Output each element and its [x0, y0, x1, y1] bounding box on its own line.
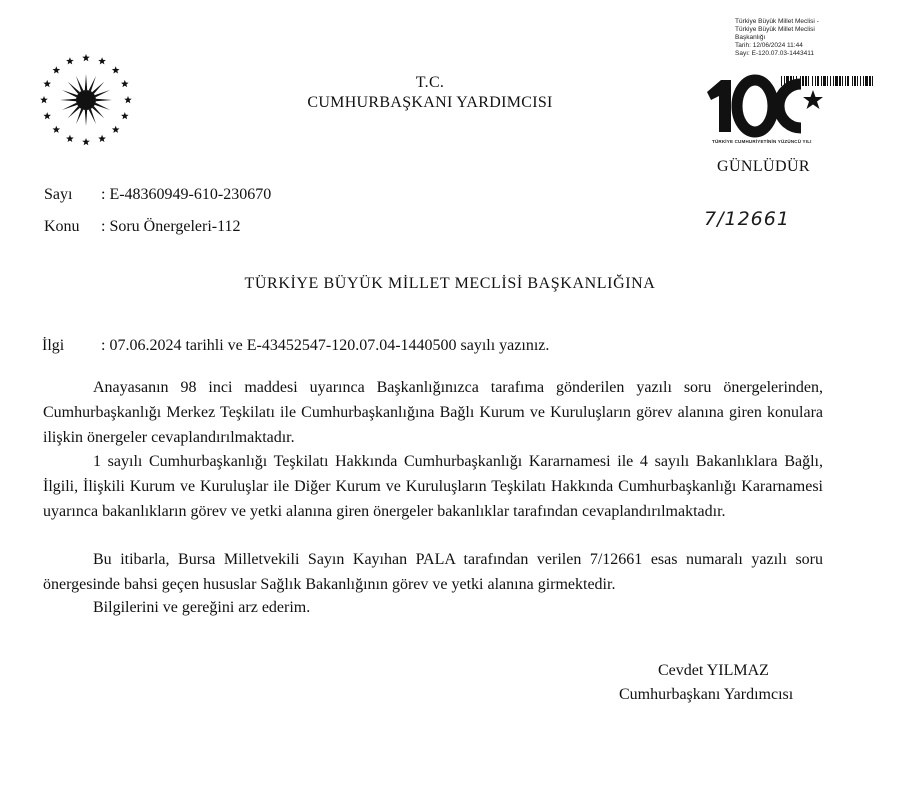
ilgi-value: : 07.06.2024 tarihli ve E-43452547-120.07.04-1440500 sayılı yazınız.	[101, 337, 550, 354]
republic-100-logo-icon	[705, 70, 825, 142]
body-paragraph: Anayasanın 98 inci maddesi uyarınca Başkanlığınızca tarafıma gönderilen yazılı soru önergelerinden, Cumhurbaşkanlığı Merkez Teşkilatı ile Cumhurbaşkanlığına Bağlı Kurum ve Kuruluşların görev alanına giren konulara ilişkin önergeler cevaplandırılmaktadır.	[43, 379, 823, 446]
stamp-line: Sayı: E-120.07.03-1443411	[735, 50, 815, 57]
stamp-text	[735, 18, 819, 58]
stamp-line: Türkiye Büyük Millet Meclisi	[735, 26, 815, 33]
konu-label: Konu	[44, 218, 80, 235]
body-paragraph: Bu itibarla, Bursa Milletvekili Sayın Kayıhan PALA tarafından verilen 7/12661 esas numaralı yazılı soru önergesinde bahsi geçen hususlar Sağlık Bakanlığının görev ve yetki alanına girmektedir.	[43, 551, 823, 593]
presidential-emblem-icon	[38, 52, 134, 148]
signatory-title: Cumhurbaşkanı Yardımcısı	[619, 686, 794, 703]
stamp-line: Tarih: 12/06/2024 11:44	[735, 42, 803, 49]
ilgi-label: İlgi	[42, 337, 65, 354]
logo-caption: TÜRKİYE CUMHURİYETİNİN YÜZÜNCÜ YILI	[712, 139, 812, 144]
recipient-heading: TÜRKİYE BÜYÜK MİLLET MECLİSİ BAŞKANLIĞINA	[244, 275, 656, 292]
handwritten-note: 7/12661	[704, 208, 790, 230]
body-paragraph: 1 sayılı Cumhurbaşkanlığı Teşkilatı Hakkında Cumhurbaşkanlığı Kararnamesi ile 4 sayılı Bakanlıklara Bağlı, İlgili, İlişkili Kurum ve Kuruluşlar ile Diğer Kurum ve Kuruluşların Teşkilatı Hakkında Cumhurbaşkanlığı Kararnamesi uyarınca bakanlıkların görev ve yetki alanına giren önergeler bakanlıklar tarafından cevaplandırılmaktadır.	[43, 453, 823, 520]
sayi-value: : E-48360949-610-230670	[101, 186, 272, 203]
stamp-line: Başkanlığı	[735, 34, 766, 41]
sayi-label: Sayı	[44, 186, 73, 203]
header-office: CUMHURBAŞKANI YARDIMCISI	[307, 94, 553, 111]
body-closing: Bilgilerini ve gereğini arz ederim.	[93, 599, 311, 616]
header-tc: T.C.	[415, 74, 445, 91]
signatory-name: Cevdet YILMAZ	[658, 662, 769, 679]
stamp-line: Türkiye Büyük Millet Meclisi -	[735, 18, 819, 25]
priority-label: GÜNLÜDÜR	[717, 158, 810, 175]
konu-value: : Soru Önergeleri-112	[101, 218, 241, 235]
